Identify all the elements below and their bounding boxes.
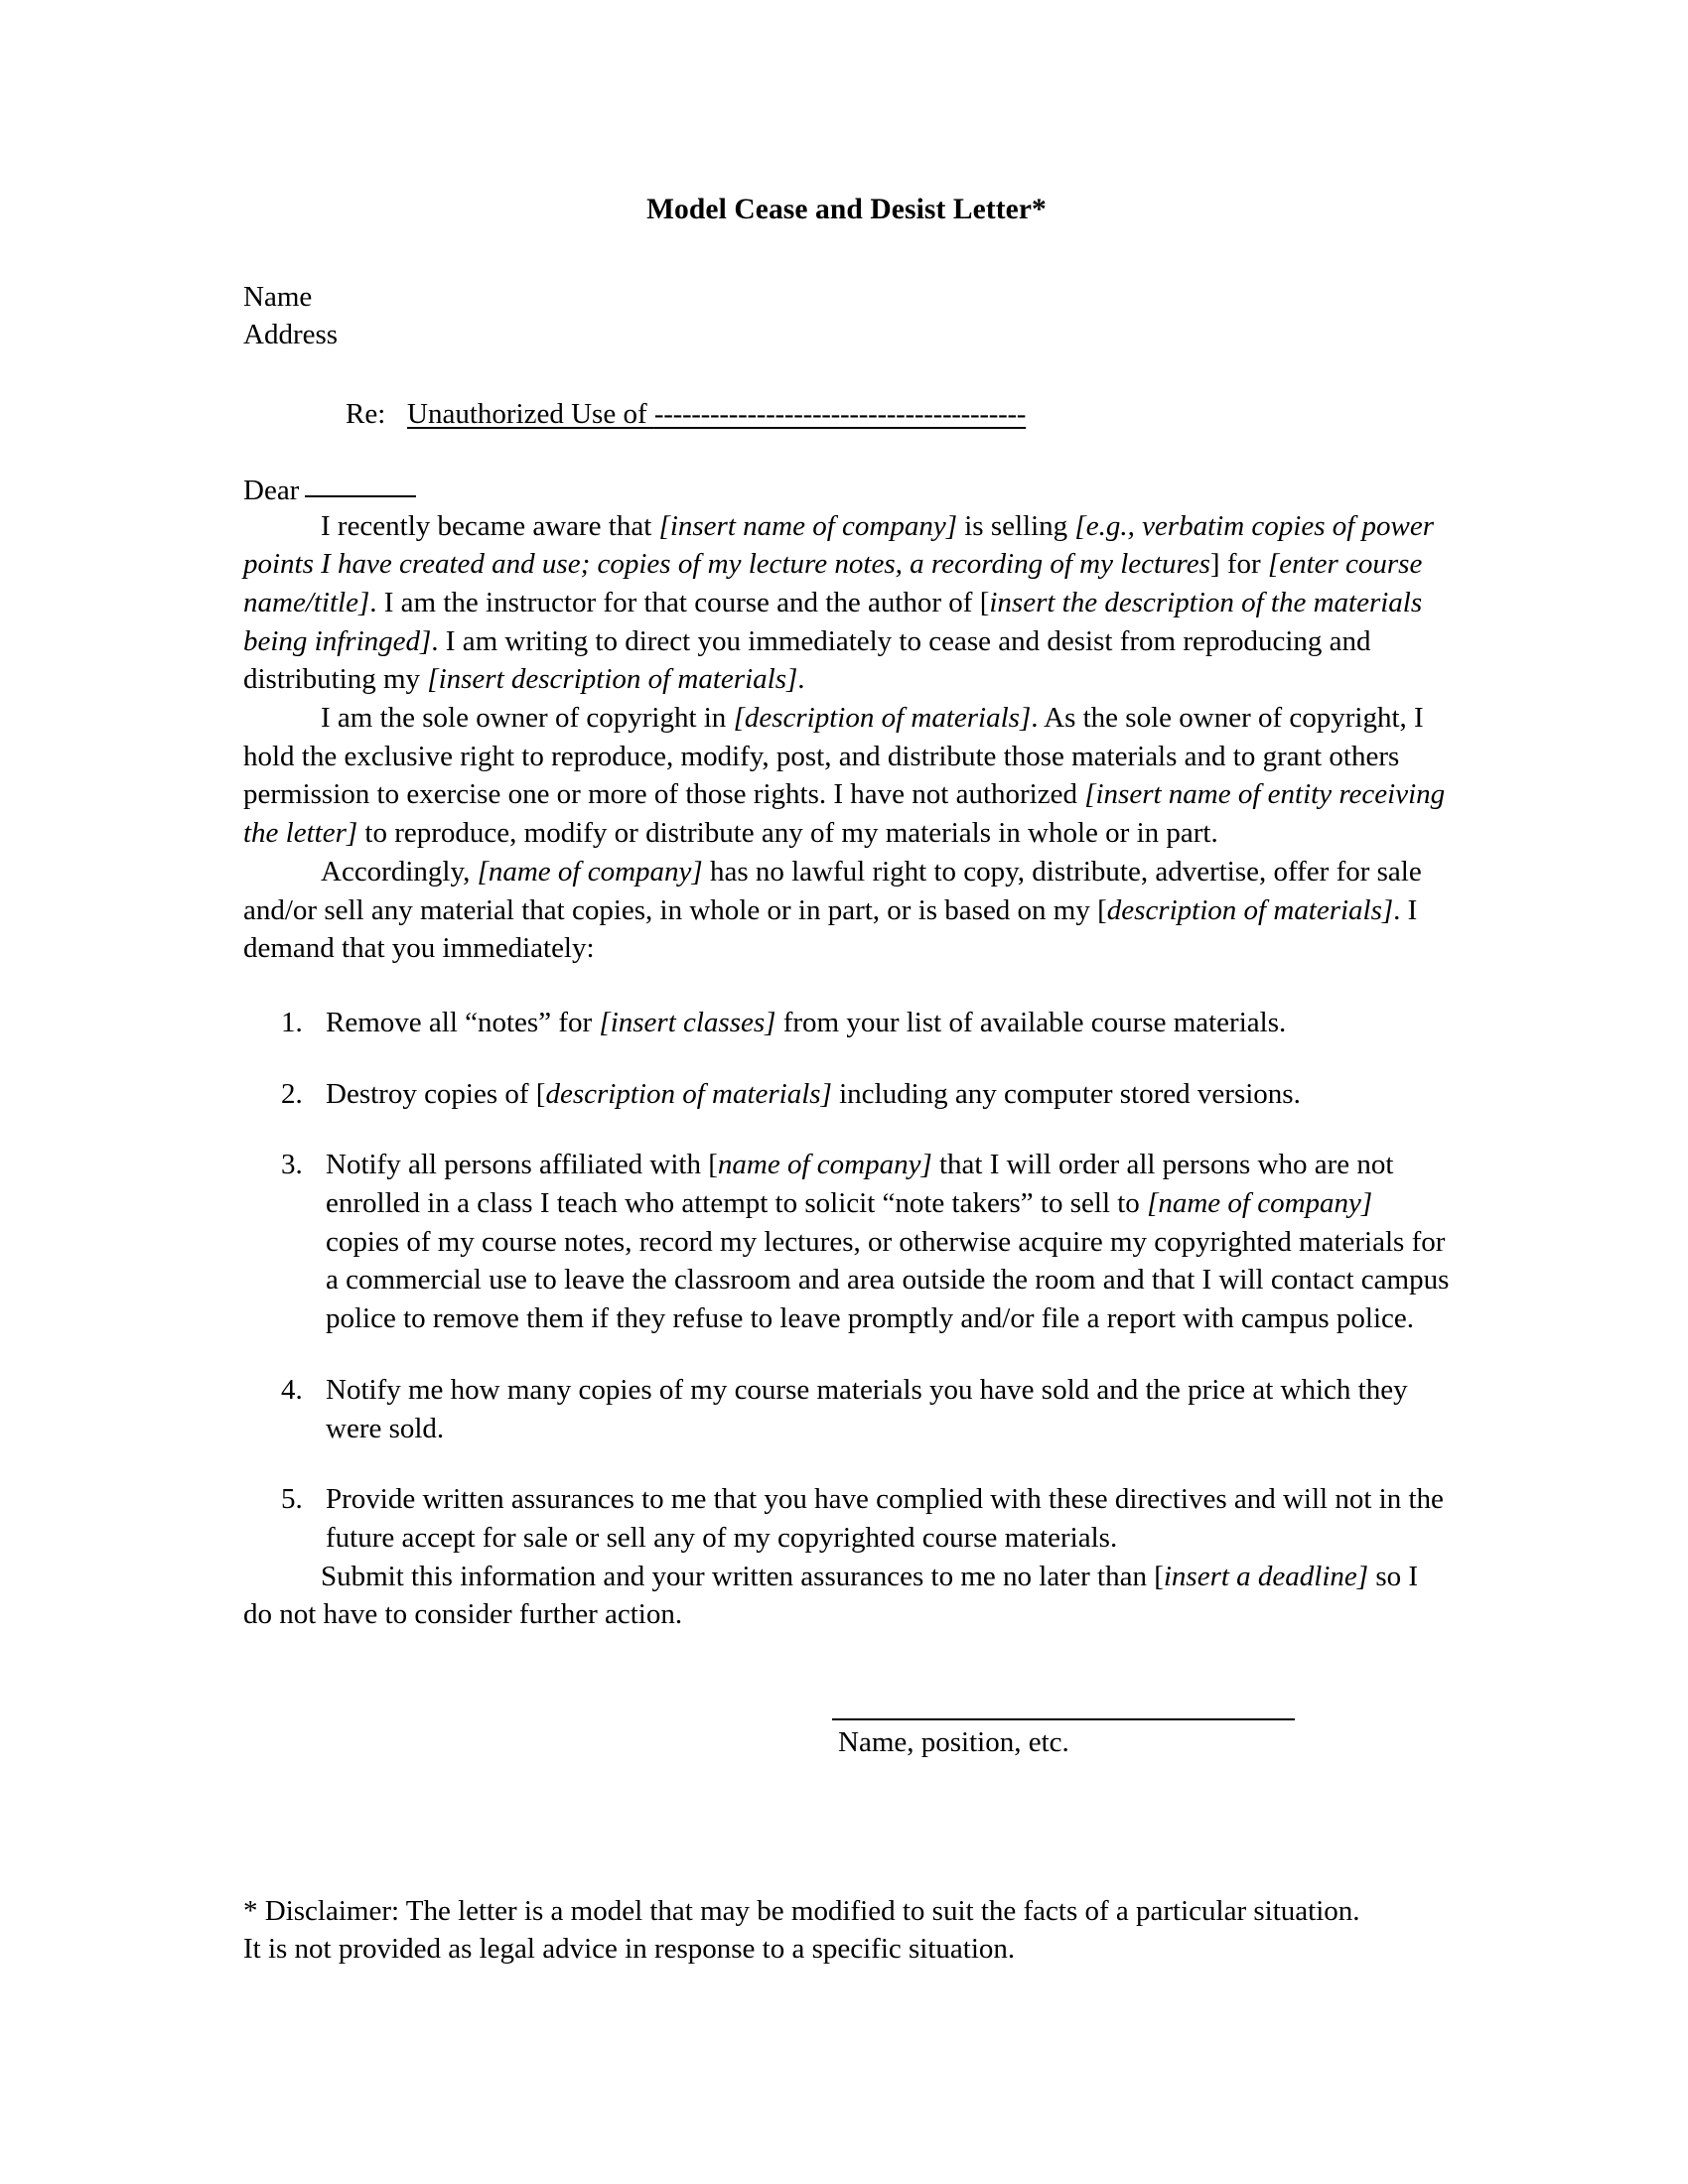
- p4-text-2: so I do not have to consider further action.: [243, 1560, 1419, 1631]
- p2-text-3: to reproduce, modify or distribute any of my materials in whole or in part.: [357, 817, 1218, 850]
- list-item-text-1: Provide written assurances to me that you have complied with these directives and will not in the future accept for sale or sell any of my copyrighted course materials.: [326, 1483, 1444, 1554]
- list-item-text-3: copies of my course notes, record my lectures, or otherwise acquire my copyrighted materials for a commercial use to leave the classroom and area outside the room and that I will contact campus police to remove them if they refuse to leave promptly and/or file a report with campus police.: [326, 1225, 1450, 1335]
- p1-text-3: ] for: [1209, 548, 1268, 581]
- list-item-text-1: Notify all persons affiliated with [: [326, 1149, 718, 1181]
- list-item-text-1: Notify me how many copies of my course materials you have sold and the price at which they were sold.: [326, 1373, 1408, 1444]
- page-title: Model Cease and Desist Letter*: [646, 194, 1047, 225]
- p3-italic-1: [name of company]: [477, 855, 703, 887]
- recipient-address-block: [243, 278, 1450, 354]
- p1-italic-2: [e.g., verbatim copies of power points I have created and use; copies of my lecture notes, a recording of my lectures: [243, 509, 1435, 581]
- re-label: Re:: [346, 397, 386, 430]
- p1-text-5: . I am writing to direct you immediately to cease and desist from reproducing and distributing my: [243, 624, 1371, 696]
- re-subject-text: Unauthorized Use of: [407, 397, 654, 430]
- paragraph-1: [243, 507, 1450, 700]
- p1-text-4: . I am the instructor for that course and the author of [: [369, 586, 990, 618]
- p3-text-3: . I demand that you immediately:: [243, 893, 1418, 965]
- signature-rule: [832, 1717, 1295, 1720]
- salutation-word: Dear: [243, 474, 300, 506]
- recipient-name-line: Name: [243, 281, 313, 313]
- p2-text-1: I am the sole owner of copyright in: [321, 702, 734, 735]
- p1-italic-5: [insert description of materials]: [427, 663, 798, 696]
- signature-caption: Name, position, etc.: [838, 1726, 1069, 1759]
- list-item-text-2: that I will order all persons who are not enrolled in a class I teach who attempt to solicit “note takers” to sell to: [326, 1149, 1394, 1220]
- list-item: [243, 1480, 1450, 1557]
- list-item-number: 2.: [281, 1077, 303, 1110]
- p4-italic-1: insert a deadline]: [1163, 1560, 1369, 1592]
- p1-italic-1: [insert name of company]: [658, 509, 957, 542]
- list-item-number: 3.: [281, 1149, 303, 1181]
- list-item: [243, 1146, 1450, 1338]
- p1-text-6: .: [797, 663, 805, 696]
- paragraph-4: [243, 1558, 1450, 1634]
- list-item-italic-1: name of company]: [717, 1149, 932, 1181]
- list-item-text-1: Remove all “notes” for: [326, 1006, 600, 1038]
- list-item-text-2: including any computer stored versions.: [831, 1077, 1301, 1110]
- list-item-italic-1: [insert classes]: [599, 1006, 776, 1038]
- list-item-number: 1.: [281, 1006, 303, 1038]
- disclaimer-block: [243, 1892, 1450, 1969]
- p1-text-1: I recently became aware that: [321, 509, 659, 542]
- list-item: [243, 1371, 1450, 1447]
- p1-italic-3: [enter course name/title]: [243, 548, 1423, 618]
- p1-text-2: is selling: [956, 509, 1075, 542]
- p4-text-1: Submit this information and your written assurances to me no later than [: [321, 1560, 1164, 1592]
- demands-list: [243, 1004, 1450, 1558]
- list-item-text-1: Destroy copies of [: [326, 1077, 546, 1110]
- re-blank-dashes: ----------------------------------------: [653, 397, 1027, 430]
- signature-block: [832, 1717, 1299, 1759]
- p2-text-2: . As the sole owner of copyright, I hold the exclusive right to reproduce, modify, post, and distribute those materials and to grant others permission to exercise one or more of those rights. I have not authorized: [243, 702, 1424, 811]
- list-item: [243, 1075, 1450, 1114]
- letter-body: [243, 0, 1450, 2184]
- list-item-italic-1: description of materials]: [545, 1077, 832, 1110]
- salutation-blank-rule: [305, 495, 416, 497]
- disclaimer-line-1: * Disclaimer: The letter is a model that may be modified to suit the facts of a particular situation.: [243, 1895, 1360, 1928]
- list-item: [243, 1004, 1450, 1042]
- list-item-italic-2: [name of company]: [1147, 1187, 1373, 1220]
- salutation-line: [243, 475, 1450, 507]
- recipient-address-line: Address: [243, 319, 339, 351]
- p3-text-2: has no lawful right to copy, distribute, advertise, offer for sale and/or sell any material that copies, in whole or in part, or is based on my [: [243, 855, 1422, 926]
- list-item-text-2: from your list of available course materials.: [775, 1006, 1287, 1038]
- p1-italic-4: insert the description of the materials being infringed]: [243, 586, 1423, 657]
- list-item-number: 5.: [281, 1483, 303, 1516]
- p3-italic-2: description of materials]: [1106, 893, 1394, 926]
- re-subject-line: [346, 398, 1450, 431]
- p2-italic-1: [description of materials]: [733, 702, 1032, 735]
- list-item-number: 4.: [281, 1373, 303, 1406]
- disclaimer-line-2: It is not provided as legal advice in response to a specific situation.: [243, 1933, 1016, 1966]
- p3-text-1: Accordingly,: [321, 855, 478, 887]
- paragraph-3: [243, 853, 1450, 968]
- p2-italic-2: [insert name of entity receiving the letter]: [243, 778, 1446, 850]
- paragraph-2: [243, 699, 1450, 853]
